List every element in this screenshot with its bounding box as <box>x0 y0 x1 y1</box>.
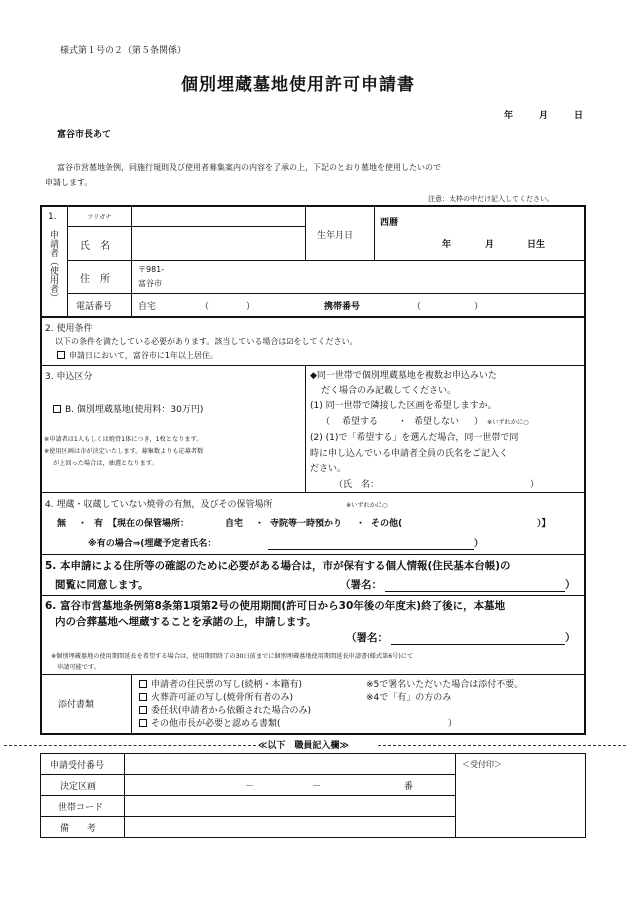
storage-temple-option[interactable]: 寺院等一時預かり <box>270 519 343 529</box>
divider <box>67 260 585 261</box>
receipt-number-label: 申請受付番号 <box>50 761 105 771</box>
divider <box>41 795 455 796</box>
remains-dot-1: ・ <box>78 519 88 529</box>
attachment-3-checkbox[interactable] <box>139 706 147 714</box>
attachment-1-note: ※5で署名いただいた場合は添付不要。 <box>366 680 524 690</box>
attachment-1-label: 申請者の住民票の写し(続柄・本籍有) <box>151 680 303 690</box>
category-note-3: が上回った場合は，抽選となります。 <box>53 460 158 467</box>
section-6-line-2: 内の合葬墓地へ埋蔵することを承諾の上，申請します。 <box>55 616 317 628</box>
q1-option-yes[interactable]: 希望する <box>342 417 379 427</box>
birth-month-label: 月 <box>485 240 495 250</box>
household-names-close: ） <box>530 480 540 490</box>
divider <box>41 595 585 596</box>
divider <box>131 674 132 734</box>
page-title: 個別埋蔵墓地使用許可申請書 <box>181 75 415 95</box>
attachment-item-3[interactable] <box>139 703 311 716</box>
attachment-4-label: その他市長が必要と認める書類( <box>151 719 281 729</box>
date-month-label: 月 <box>539 111 549 121</box>
address-label: 住 所 <box>80 274 110 285</box>
divider <box>391 644 565 645</box>
date-year-label: 年 <box>504 111 514 121</box>
home-paren-close: ） <box>246 302 256 312</box>
plot-ban-label: 番 <box>404 782 414 792</box>
option-b-checkbox[interactable] <box>53 405 61 413</box>
section-5-line-1: 5. 本申請による住所等の確認のために必要がある場合は，市が保有する個人情報(住民基本台帳)の <box>45 560 511 572</box>
household-code-label: 世帯コード <box>58 803 104 813</box>
household-names-open: （氏 名： <box>334 480 380 490</box>
phone-label: 電話番号 <box>76 302 113 312</box>
question-1: (1) 同一世帯で隣接した区画を希望しますか。 <box>310 401 497 411</box>
question-2-line-1: (2) (1)で「希望する」を選んだ場合，同一世帯で同 <box>310 433 519 443</box>
remains-has-option[interactable]: 有 <box>94 519 104 529</box>
storage-home-option[interactable]: 自宅 <box>225 519 244 529</box>
attachment-4-checkbox[interactable] <box>139 719 147 727</box>
plot-dash-1: － <box>245 782 255 792</box>
section-6-note-1: ※個別埋蔵墓地の使用期間延長を希望する場合は，使用期間終了の30日前までに個別埋蔵墓地使用期間延長申請書(様式第6号)にて <box>51 653 414 660</box>
divider <box>455 753 456 838</box>
q1-option-no[interactable]: 希望しない <box>414 417 460 427</box>
decided-plot-label: 決定区画 <box>60 782 97 792</box>
era-label: 西暦 <box>380 218 399 228</box>
category-note-1: ※申請者は1人もしくは焼骨1体につき，1枚となります。 <box>44 436 203 443</box>
divider <box>41 674 585 675</box>
section-4-note: ※いずれかに○ <box>346 502 388 509</box>
storage-dot-1: ・ <box>255 519 265 529</box>
date-day-label: 日 <box>574 111 584 121</box>
section-2-heading: 2. 使用条件 <box>45 324 93 334</box>
attachment-item-1[interactable] <box>139 677 302 690</box>
section-4-heading: 4. 埋蔵・収蔵していない焼骨の有無，及びその保管場所 <box>45 500 273 510</box>
category-note-2: ※使用区画は市が決定いたします。募集数よりも応募者数 <box>44 448 204 455</box>
postal-code: 〒981- <box>138 265 165 274</box>
divider <box>4 745 256 746</box>
attachment-1-checkbox[interactable] <box>139 680 147 688</box>
intro-line-1: 富谷市営墓地条例，同施行規則及び使用者募集案内の内容を了承の上，下記のとおり墓地を使用したいので <box>57 163 441 172</box>
remarks-label: 備 考 <box>60 824 97 834</box>
divider <box>305 206 306 260</box>
attachment-item-4[interactable] <box>139 716 281 729</box>
staff-section-divider: ≪以下 職員記入欄≫ <box>258 741 349 751</box>
note-thick-frame: 注意：太枠の中だけ記入してください。 <box>428 195 554 203</box>
storage-close-bracket: ）】 <box>537 519 551 529</box>
mobile-phone-label: 携帯番号 <box>324 302 361 312</box>
section-3-heading: 3. 申込区分 <box>45 372 93 382</box>
section-6-sign-open: （署名： <box>346 632 388 644</box>
question-1-paren-open: （ <box>321 417 331 427</box>
divider <box>67 206 68 316</box>
option-b[interactable] <box>53 402 203 415</box>
q1-separator: ・ <box>398 417 408 427</box>
receipt-stamp-label: ＜受付印＞ <box>462 760 502 769</box>
divider <box>41 554 585 555</box>
option-b-label: B. 個別埋蔵墓地(使用料：30万円) <box>65 405 204 415</box>
same-household-2: だく場合のみ記載してください。 <box>321 386 457 396</box>
divider <box>378 745 626 746</box>
home-phone-label: 自宅 <box>138 302 157 312</box>
divider <box>374 206 375 260</box>
section-5-sign-close: ） <box>565 579 576 591</box>
section-6-line-1: 6. 富谷市営墓地条例第8条第1項第2号の使用期間(許可日から30年後の年度末)終了後に，本墓地 <box>45 600 506 612</box>
divider <box>385 591 565 592</box>
divider <box>67 226 305 227</box>
divider <box>41 492 585 493</box>
divider <box>41 316 585 318</box>
addressee: 富谷市長あて <box>57 130 112 140</box>
remains-none-option[interactable]: 無 <box>57 519 67 529</box>
divider <box>305 365 306 492</box>
storage-label: 【現在の保管場所： <box>108 519 190 529</box>
birth-day-label: 日生 <box>527 240 546 250</box>
mobile-paren-open: （ <box>412 302 422 312</box>
question-2-line-3: ださい。 <box>310 464 347 474</box>
divider <box>41 774 455 775</box>
question-2-line-2: 時に申し込んでいる申請者全員の氏名をご記入く <box>310 449 509 459</box>
question-1-paren-close: ） <box>474 417 484 427</box>
attachment-2-label: 火葬許可証の写し(焼骨所有者のみ) <box>151 693 294 703</box>
section-6-sign-close: ） <box>565 632 576 644</box>
same-household-1: ◆同一世帯で個別埋蔵墓地を複数お申込みいた <box>310 371 497 381</box>
plot-dash-2: － <box>312 782 322 792</box>
section-5-line-2: 閲覧に同意します。 <box>55 579 149 591</box>
intro-line-2: 申請します。 <box>45 178 93 187</box>
birthdate-label: 生年月日 <box>317 231 354 241</box>
city-name: 富谷市 <box>138 279 162 288</box>
section-5-sign-open: （署名： <box>340 579 382 591</box>
name-label: 氏 名 <box>80 241 110 252</box>
conditions-description: 以下の条件を満たしている必要があります。該当している場合は☑をしてください。 <box>55 337 358 346</box>
divider <box>268 549 474 550</box>
home-paren-open: （ <box>200 302 210 312</box>
storage-dot-2: ・ <box>356 519 366 529</box>
conditions-item[interactable] <box>57 350 218 361</box>
question-1-note: ※いずれかに○ <box>487 419 529 426</box>
birth-year-label: 年 <box>442 240 452 250</box>
burial-person-close: ） <box>474 539 484 549</box>
divider <box>41 365 585 366</box>
divider <box>41 816 455 817</box>
form-number: 様式第１号の２（第５条関係） <box>60 46 187 56</box>
section-6-note-2: 申請可能です。 <box>57 664 100 671</box>
attachment-3-label: 委任状(申請者から依頼された場合のみ) <box>151 706 312 716</box>
divider <box>67 293 585 294</box>
residence-checkbox[interactable] <box>57 351 65 359</box>
residence-label: 申請日において，富谷市に1年以上居住。 <box>69 351 218 360</box>
mobile-paren-close: ） <box>474 302 484 312</box>
attachment-2-note: ※4で「有」の方のみ <box>366 693 452 703</box>
attachments-label: 添付書類 <box>58 700 95 710</box>
burial-person-label: ※有の場合⇒(埋蔵予定者氏名： <box>88 539 217 549</box>
furigana-label: フリガナ <box>87 214 112 221</box>
storage-other-option[interactable]: その他( <box>371 519 403 529</box>
attachment-item-2[interactable] <box>139 690 293 703</box>
applicant-label: 申請者（使用者） <box>48 230 58 302</box>
attachment-4-close: ） <box>448 719 458 729</box>
divider <box>131 206 132 316</box>
section-1-number: 1. <box>48 212 57 222</box>
attachment-2-checkbox[interactable] <box>139 693 147 701</box>
